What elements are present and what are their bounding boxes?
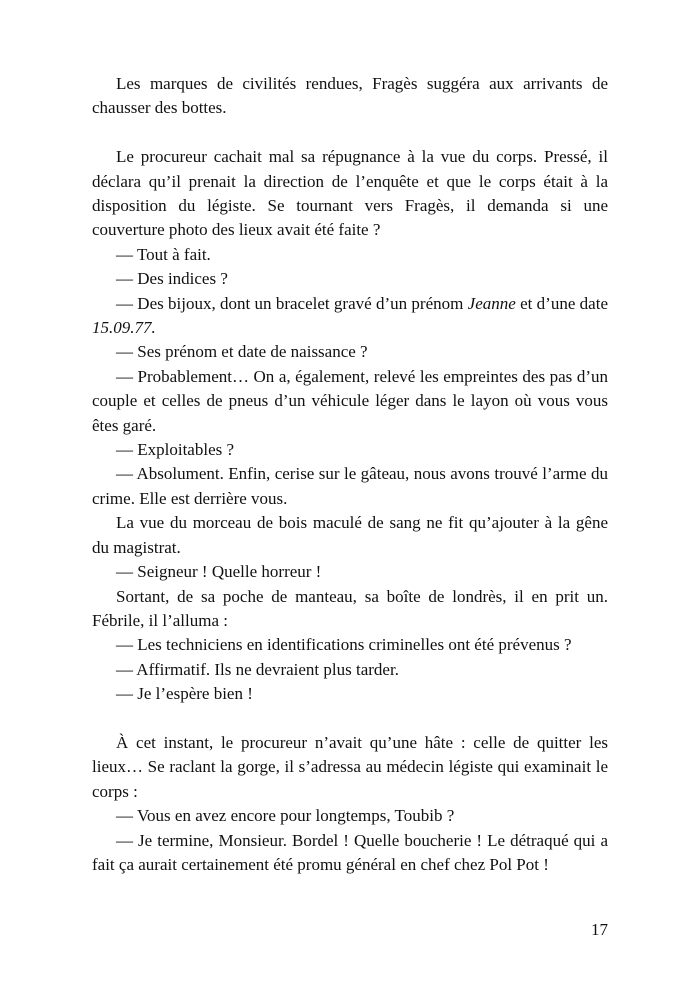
paragraph: La vue du morceau de bois maculé de sang ne fit qu’ajouter à la gêne du magistrat. [92,513,608,557]
paragraph: — Tout à fait. [116,244,211,264]
paragraph: — Vous en avez encore pour longtemps, Toubib ? [116,806,455,826]
page-number: 17 [591,920,608,939]
paragraph: Le procureur cachait mal sa répugnance à la vue du corps. Pressé, il déclara qu’il prenait la direction de l’enquête et que le corps était à la disposition du légiste. Se tournant vers Fragès, il demanda si une couverture photo des lieux avait été faite ? [92,147,608,240]
paragraph: — Des indices ? [116,269,228,289]
paragraph: À cet instant, le procureur n’avait qu’une hâte : celle de quitter les lieux… Se raclant la gorge, il s’adressa au médecin légiste qui examinait le corps : [92,732,608,801]
paragraph: — Probablement… On a, également, relevé les empreintes des pas d’un couple et celles de pneus d’un véhicule léger dans le layon où vous vous êtes garé. [92,366,608,435]
page-body [92,72,608,877]
paragraph: — Affirmatif. Ils ne devraient plus tarder. [116,659,399,679]
paragraph: — Seigneur ! Quelle horreur ! [116,562,322,582]
paragraph: — Ses prénom et date de naissance ? [116,342,368,362]
paragraph: Les marques de civilités rendues, Fragès suggéra aux arrivants de chausser des bottes. [92,74,608,118]
paragraph: — Les techniciens en identifications criminelles ont été prévenus ? [116,635,572,655]
paragraph: — Absolument. Enfin, cerise sur le gâteau, nous avons trouvé l’arme du crime. Elle est derrière vous. [92,464,608,508]
italic-text: Jeanne [467,293,516,313]
text-run: et d’une date [515,293,608,313]
text-run: — Des bijoux, dont un bracelet gravé d’un prénom [116,293,468,313]
paragraph: Sortant, de sa poche de manteau, sa boîte de londrès, il en prit un. Fébrile, il l’alluma : [92,586,608,630]
paragraph: — Je l’espère bien ! [116,684,253,704]
paragraph [92,292,608,341]
italic-text: 15.09.77. [92,318,156,338]
paragraph: — Exploitables ? [116,440,235,460]
paragraph: — Je termine, Monsieur. Bordel ! Quelle boucherie ! Le détraqué qui a fait ça aurait certainement été promu général en chef chez Pol Pot ! [92,830,608,874]
